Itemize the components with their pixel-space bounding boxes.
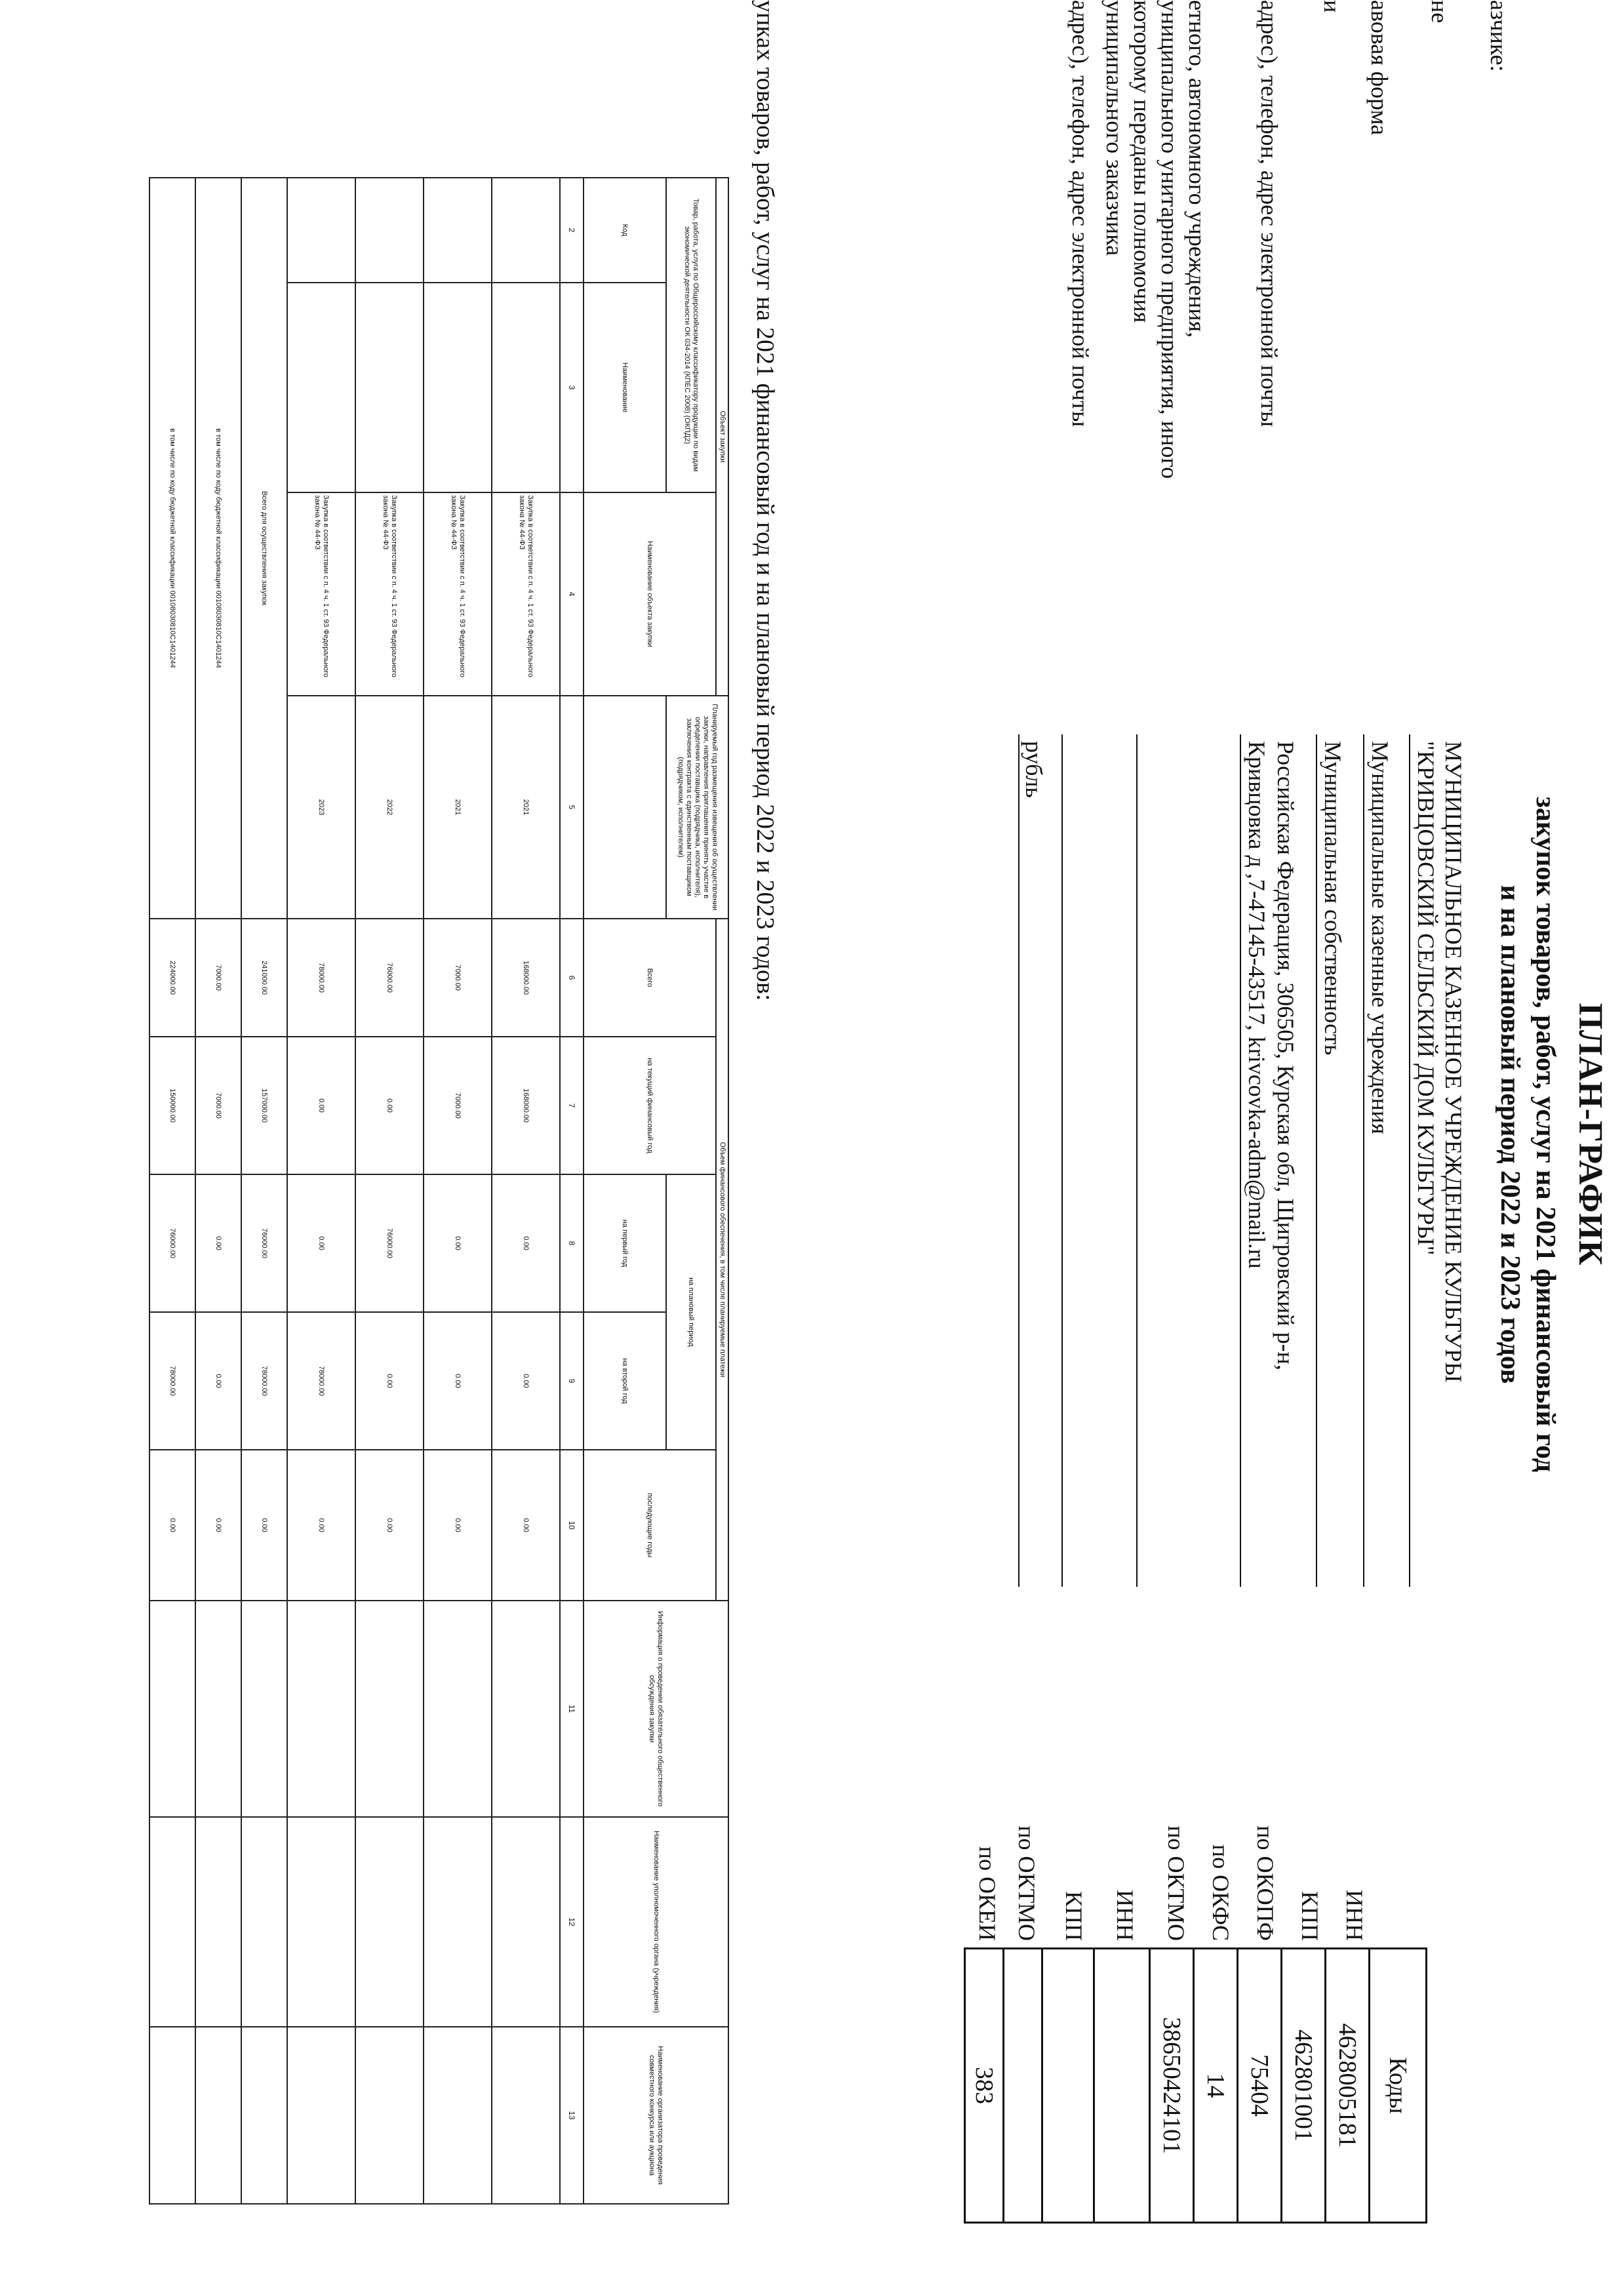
table-row [492,178,560,2204]
total-first: 76000.00 [241,1174,287,1312]
group-object-header: Объект закупки [716,178,728,696]
address-line2: Кривцовка д ,7-47145-43517, krivcovka-adm@mail.ru [1244,741,1270,1269]
procurement-table [149,177,729,2205]
cell-object-name: Закупка в соответствии с п. 4 ч. 1 ст. 93 Федерального закона № 44-ФЗ [424,492,492,696]
cell-authority [195,1817,241,2027]
legal-form-underline [1363,734,1364,1587]
cell-object-name: Закупка в соответствии с п. 4 ч. 1 ст. 93 Федерального закона № 44-ФЗ [287,492,355,696]
code-label-oktmo: по ОКТМО [1163,1826,1189,1941]
code-label-oktmo-2: по ОКТМО [1014,1826,1040,1941]
table-row [287,178,355,2204]
codes-header: Коды [1370,1949,1427,2223]
cell-total: 78000.00 [287,919,355,1037]
col-number: 11 [560,1601,584,1817]
cell-authority [241,1817,287,2027]
cell-second: 78000.00 [287,1312,355,1450]
code-label-okei: по ОКЕИ [974,1846,1000,1941]
cell-name [355,283,424,492]
cell-authority [492,1817,560,2027]
cell-later: 0.00 [492,1450,560,1601]
code-value-oktmo-2 [1004,1949,1042,2223]
year-header: Планируемый год размещения извещения об осуществлении закупки, направления приглашения принять участие в определении поставщика (подрядчика, исполнителя), заключения контракта с единственным поставщиком (подрядчиком, исполнителем) [666,696,728,919]
cell-current: 7000.00 [424,1037,492,1174]
total-row [241,178,287,2204]
table-row [424,178,492,2204]
cell-organizer [355,2027,424,2204]
cell-year: 2021 [492,696,560,919]
budget-later: 0.00 [195,1450,241,1601]
cell-first: 0.00 [424,1174,492,1312]
code-label-inn: ИНН [1341,1890,1368,1941]
organizer-header: Наименование организатора проведения совместного конкурса или аукциона [584,2027,728,2204]
budget-first: 76000.00 [149,1174,195,1312]
col-number: 5 [560,696,584,919]
total-later: 0.00 [241,1450,287,1601]
col-number: 9 [560,1312,584,1450]
cell-later: 0.00 [355,1450,424,1601]
delegate-address-label: адрес), телефон, адрес электронной почты [1067,0,1094,428]
code-value-inn-2 [1094,1949,1150,2223]
budget-current: 150000.00 [149,1037,195,1174]
address-underline [1240,734,1241,1587]
cell-code [355,178,424,283]
customer-name-label: не [1427,0,1453,24]
cell-later: 0.00 [287,1450,355,1601]
address-label: адрес), телефон, адрес электронной почты [1256,0,1282,428]
cell-organizer [492,2027,560,2204]
budget-later: 0.00 [149,1450,195,1601]
name-underline [1409,734,1410,1587]
code-value-kpp: 462801001 [1282,1949,1326,2223]
cell-organizer [287,2027,355,2204]
cell-name [287,283,355,492]
cell-year: 2021 [424,696,492,919]
cell-info [195,1601,241,1817]
col-number: 13 [560,2027,584,2204]
col-number: 12 [560,1817,584,2027]
code-value-okei: 383 [965,1949,1004,2223]
customer-name-line1: МУНИЦИПАЛЬНОЕ КАЗЕННОЕ УЧРЕЖДЕНИЕ КУЛЬТУРЫ [1440,741,1467,1383]
code-header: Код [584,178,666,283]
col-number: 8 [560,1174,584,1312]
cell-authority [355,1817,424,2027]
cell-current: 168000.00 [492,1037,560,1174]
total-header: Всего [584,919,716,1037]
year-header-spacer [584,696,666,919]
cell-current: 0.00 [355,1037,424,1174]
planned-period-header: на плановый период [666,1174,716,1450]
budget-code-label: в том числе по коду бюджетной классификации 00108030810С1401244 [149,178,195,919]
currency-underline [1018,734,1020,1587]
cell-year: 2023 [287,696,355,919]
cell-year: 2022 [355,696,424,919]
customer-section-label: азчике: [1486,0,1512,72]
group-finance-header: Объем финансового обеспечения, в том числе планируемые платежи [716,919,728,1601]
total-second: 78000.00 [241,1312,287,1450]
cell-total: 76000.00 [355,919,424,1037]
document-subtitle-line1: закупок товаров, работ, услуг на 2021 финансовый год [1530,797,1560,1472]
col-number: 6 [560,919,584,1037]
info-header: Информация о проведении обязательного общественного обсуждения закупки [584,1601,728,1817]
codes-box [964,1947,1427,2224]
cell-total: 168000.00 [492,919,560,1037]
code-value-kpp-2 [1042,1949,1094,2223]
first-year-header: на первый год [584,1174,666,1312]
document-title: ПЛАН-ГРАФИК [1572,1003,1609,1266]
cell-organizer [195,2027,241,2204]
cell-second: 0.00 [492,1312,560,1450]
ownership-value: Муниципальная собственность [1320,741,1346,1056]
delegate-label-line1: етного, автономного учреждения, [1184,0,1210,338]
cell-first: 76000.00 [355,1174,424,1312]
budget-total: 224000.00 [149,919,195,1037]
cell-organizer [241,2027,287,2204]
delegate-label-line3: которому переданы полномочия [1129,0,1155,323]
cell-first: 0.00 [287,1174,355,1312]
cell-info [149,1601,195,1817]
object-name-header: Наименование объекта закупки [584,492,716,696]
cell-info [492,1601,560,1817]
cell-info [287,1601,355,1817]
table-row [355,178,424,2204]
cell-authority [424,1817,492,2027]
cell-total: 7000.00 [424,919,492,1037]
code-value-okfs: 14 [1194,1949,1238,2223]
okpd-header: Товар, работа, услуга по Общероссийскому классификатору продукции по видам экономической деятельности ОК 034-2014 (КПЕС 2008) (ОКПД2) [666,178,716,492]
legal-form-label: авовая форма [1366,0,1393,136]
budget-total: 7000.00 [195,919,241,1037]
budget-code-label: в том числе по коду бюджетной классификации 00108030810С1401244 [195,178,241,919]
code-label-okfs: по ОКФС [1208,1844,1234,1941]
ownership-label: и [1319,0,1345,13]
cell-code [492,178,560,283]
budget-code-row [195,178,241,2204]
cell-object-name: Закупка в соответствии с п. 4 ч. 1 ст. 93 Федерального закона № 44-ФЗ [492,492,560,696]
later-years-header: последующие годы [584,1450,716,1601]
legal-form-value: Муниципальные казенные учреждения [1367,741,1393,1134]
cell-info [355,1601,424,1817]
cell-second: 0.00 [424,1312,492,1450]
cell-code [424,178,492,283]
ownership-underline [1316,734,1317,1587]
code-label-okopf: по ОКОПФ [1252,1826,1278,1941]
delegate-label-line4: униципального заказчика [1101,0,1128,256]
total-current: 157000.00 [241,1037,287,1174]
code-label-inn-2: ИНН [1112,1890,1138,1941]
cell-first: 0.00 [492,1174,560,1312]
cell-current: 0.00 [287,1037,355,1174]
code-value-oktmo: 38650424101 [1150,1949,1194,2223]
col-number: 10 [560,1450,584,1601]
cell-organizer [149,2027,195,2204]
cell-second: 0.00 [355,1312,424,1450]
customer-name-line2: "КРИВЦОВСКИЙ СЕЛЬСКИЙ ДОМ КУЛЬТУРЫ" [1413,741,1439,1256]
delegate-address-underline [1061,734,1063,1587]
budget-first: 0.00 [195,1174,241,1312]
cell-name [424,283,492,492]
col-number: 7 [560,1037,584,1174]
delegate-label-line2: униципального унитарного предприятия, иного [1157,0,1183,479]
cell-later: 0.00 [424,1450,492,1601]
budget-current: 7000.00 [195,1037,241,1174]
budget-code-row [149,178,195,2204]
cell-code [287,178,355,283]
budget-second: 0.00 [195,1312,241,1450]
cell-authority [149,1817,195,2027]
budget-second: 78000.00 [149,1312,195,1450]
total-total: 241000.00 [241,919,287,1037]
col-number: 4 [560,492,584,696]
delegate-underline [1136,734,1138,1587]
currency-value: рубль [1021,741,1047,798]
cell-info [424,1601,492,1817]
code-value-inn: 4628005181 [1326,1949,1370,2223]
document-subtitle-line2: и на плановый период 2022 и 2023 годов [1495,885,1525,1384]
code-label-kpp: КПП [1297,1890,1323,1941]
code-value-okopf: 75404 [1238,1949,1282,2223]
second-year-header: на второй год [584,1312,666,1450]
name-header: Наименование [584,283,666,492]
section-heading: упках товаров, работ, услуг на 2021 финансовый год и на плановый период 2022 и 2023 годов: [751,0,779,1001]
code-label-kpp-2: КПП [1061,1890,1087,1941]
cell-name [492,283,560,492]
col-number: 3 [560,283,584,492]
cell-organizer [424,2027,492,2204]
cell-info [241,1601,287,1817]
col-number: 2 [560,178,584,283]
authority-header: Наименование уполномоченного органа (учреждения) [584,1817,728,2027]
total-label: Всего для осуществления закупок [241,178,287,919]
address-line1: Российская Федерация, 306505, Курская обл, Щигровский р-н, [1273,741,1299,1370]
cell-authority [287,1817,355,2027]
current-year-header: на текущий финансовый год [584,1037,716,1174]
cell-object-name: Закупка в соответствии с п. 4 ч. 1 ст. 93 Федерального закона № 44-ФЗ [355,492,424,696]
